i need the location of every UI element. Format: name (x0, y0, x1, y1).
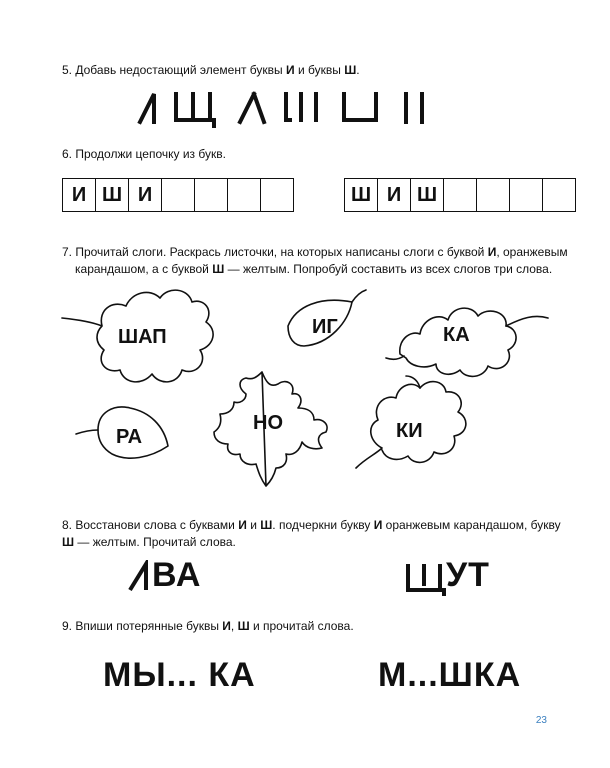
chain1-cell: И (129, 179, 162, 211)
chain2-cell: И (378, 179, 411, 211)
chain1-cell: Ш (96, 179, 129, 211)
syllable-shap: ШАП (118, 326, 167, 348)
syllable-ki: КИ (396, 420, 423, 442)
task6-instruction: 6. Продолжи цепочку из букв. (62, 147, 226, 161)
word1-rest: ВА (152, 556, 202, 594)
word1-incomplete-letter (124, 560, 154, 594)
word-myshka-gap: МЫ... КА (103, 656, 256, 694)
syllable-ra: РА (116, 426, 143, 448)
word-mishka-gap: М...ШКА (378, 656, 522, 694)
task7-instruction-line2: карандашом, а с буквой Ш — желтым. Попробуй составить из всех слогов три слова. (75, 262, 553, 276)
word2-incomplete-letter (404, 560, 448, 598)
task8-instruction-line2: Ш — желтым. Прочитай слова. (62, 535, 236, 549)
task7-instruction-line1: 7. Прочитай слоги. Раскрась листочки, на которых написаны слоги с буквой И, оранжевым (62, 245, 568, 259)
chain2-cell: Ш (411, 179, 444, 211)
chain2-cell: Ш (345, 179, 378, 211)
page-number: 23 (535, 715, 547, 726)
syllable-no: НО (253, 412, 283, 434)
word2-rest: УТ (446, 556, 490, 594)
task9-instruction: 9. Впиши потерянные буквы И, Ш и прочитай слова. (62, 619, 354, 633)
syllable-ig: ИГ (312, 316, 338, 338)
task8-instruction-line1: 8. Восстанови слова с буквами И и Ш. подчеркни букву И оранжевым карандашом, букву (62, 518, 561, 532)
chain1-cell: И (63, 179, 96, 211)
task5-instruction: 5. Добавь недостающий элемент буквы И и буквы Ш. (62, 63, 360, 77)
syllable-ka: КА (443, 324, 470, 346)
